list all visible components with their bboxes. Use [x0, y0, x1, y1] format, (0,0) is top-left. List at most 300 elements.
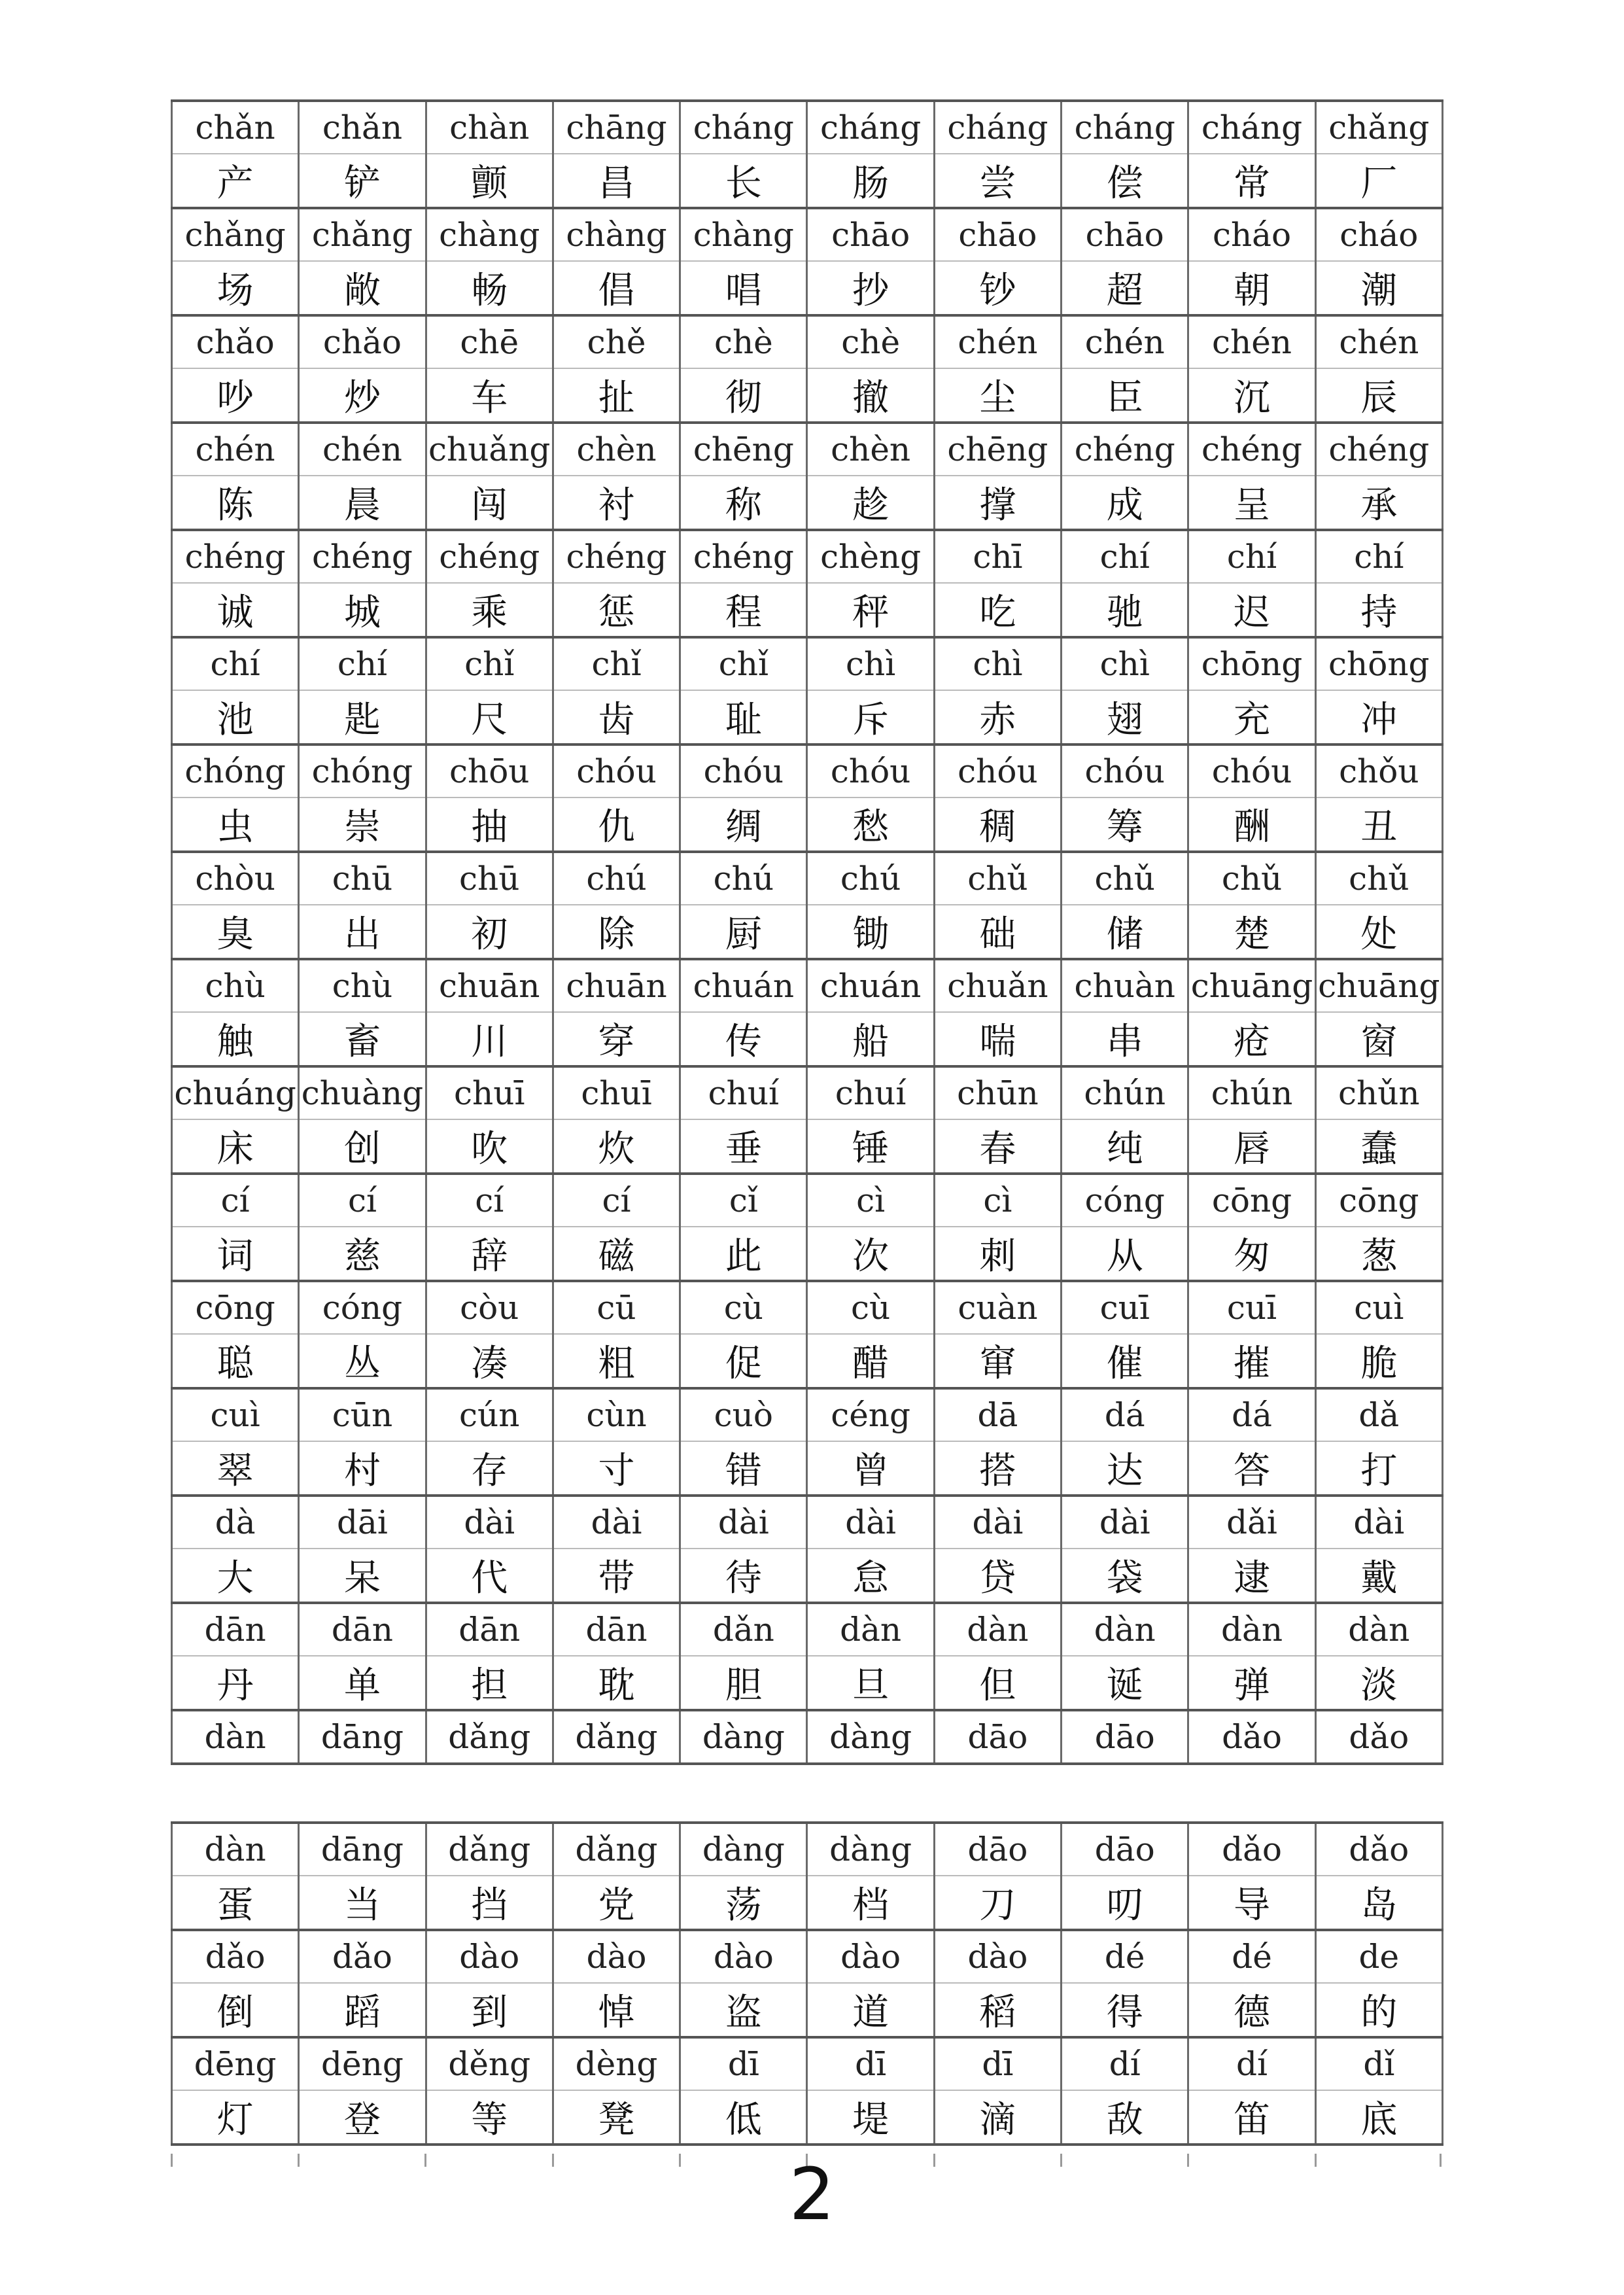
character-cell: 疮 [1188, 1012, 1315, 1066]
character-cell: 绸 [680, 797, 807, 852]
character-cell: 的 [1315, 1983, 1442, 2037]
character-cell: 党 [553, 1876, 680, 1930]
pinyin-cell: dài [680, 1496, 807, 1549]
pinyin-cell: cí [426, 1174, 553, 1227]
pinyin-row [172, 1930, 1443, 1983]
character-cell: 担 [426, 1656, 553, 1710]
pinyin-cell: dǎi [1188, 1496, 1315, 1549]
character-cell: 凳 [553, 2090, 680, 2145]
pinyin-cell: dǎng [426, 1710, 553, 1764]
pinyin-cell: dào [553, 1930, 680, 1983]
pinyin-cell: cùn [553, 1388, 680, 1441]
character-cell: 愁 [807, 797, 934, 852]
character-cell: 抽 [426, 797, 553, 852]
character-cell: 炒 [299, 368, 426, 423]
character-cell: 大 [172, 1549, 299, 1603]
character-row [172, 1227, 1443, 1281]
pinyin-cell: chǔ [934, 852, 1061, 905]
pinyin-row [172, 1603, 1443, 1656]
pinyin-cell: chuán [680, 959, 807, 1012]
character-cell: 窗 [1315, 1012, 1442, 1066]
character-cell: 摧 [1188, 1334, 1315, 1388]
pinyin-cell: dāng [299, 1710, 426, 1764]
pinyin-cell: chù [172, 959, 299, 1012]
pinyin-cell: chāo [807, 208, 934, 261]
character-cell: 底 [1315, 2090, 1442, 2145]
pinyin-cell: chuī [553, 1066, 680, 1119]
pinyin-cell: dēng [299, 2037, 426, 2090]
pinyin-cell: chuān [426, 959, 553, 1012]
pinyin-cell: chí [1188, 530, 1315, 583]
pinyin-cell: dǎo [172, 1930, 299, 1983]
character-cell: 待 [680, 1549, 807, 1603]
character-cell: 答 [1188, 1441, 1315, 1496]
pinyin-cell: chóng [172, 745, 299, 797]
character-cell: 诚 [172, 583, 299, 637]
character-cell: 撑 [934, 476, 1061, 530]
pinyin-cell: chōng [1188, 637, 1315, 690]
pinyin-cell: chǒu [1315, 745, 1442, 797]
character-cell: 础 [934, 905, 1061, 959]
character-row [172, 1119, 1443, 1174]
character-cell: 陈 [172, 476, 299, 530]
character-cell: 齿 [553, 690, 680, 745]
pinyin-cell: cóng [299, 1281, 426, 1334]
character-row [172, 1334, 1443, 1388]
character-cell: 常 [1188, 154, 1315, 208]
pinyin-cell: chén [1188, 315, 1315, 368]
character-cell: 畜 [299, 1012, 426, 1066]
character-row [172, 1983, 1443, 2037]
pinyin-cell: chēng [680, 423, 807, 476]
character-cell: 叨 [1062, 1876, 1188, 1930]
character-cell: 锤 [807, 1119, 934, 1174]
pinyin-cell: dài [934, 1496, 1061, 1549]
character-cell: 贷 [934, 1549, 1061, 1603]
pinyin-cell: chǐ [553, 637, 680, 690]
pinyin-cell: dé [1188, 1930, 1315, 1983]
pinyin-cell: dā [934, 1388, 1061, 1441]
character-cell: 打 [1315, 1441, 1442, 1496]
character-cell: 楚 [1188, 905, 1315, 959]
pinyin-cell: cí [553, 1174, 680, 1227]
character-cell: 稠 [934, 797, 1061, 852]
pinyin-cell: dàng [680, 1710, 807, 1764]
character-cell: 赤 [934, 690, 1061, 745]
pinyin-cell: còu [426, 1281, 553, 1334]
pinyin-cell: chén [934, 315, 1061, 368]
pinyin-cell: chǎn [299, 101, 426, 154]
pinyin-cell: cóng [1062, 1174, 1188, 1227]
character-cell: 弹 [1188, 1656, 1315, 1710]
pinyin-cell: chòu [172, 852, 299, 905]
character-cell: 驰 [1062, 583, 1188, 637]
pinyin-cell: chú [807, 852, 934, 905]
character-row [172, 261, 1443, 315]
pinyin-cell: chún [1188, 1066, 1315, 1119]
character-cell: 厂 [1315, 154, 1442, 208]
pinyin-cell: dǎ [1315, 1388, 1442, 1441]
character-cell: 肠 [807, 154, 934, 208]
character-cell: 达 [1062, 1441, 1188, 1496]
character-cell: 持 [1315, 583, 1442, 637]
pinyin-cell: cuī [1062, 1281, 1188, 1334]
character-cell: 尝 [934, 154, 1061, 208]
character-cell: 带 [553, 1549, 680, 1603]
character-cell: 醋 [807, 1334, 934, 1388]
pinyin-cell: chǔ [1315, 852, 1442, 905]
pinyin-cell: děng [426, 2037, 553, 2090]
pinyin-cell: de [1315, 1930, 1442, 1983]
character-cell: 寸 [553, 1441, 680, 1496]
character-row [172, 1441, 1443, 1496]
character-row [172, 154, 1443, 208]
pinyin-cell: dǎo [1315, 1710, 1442, 1764]
pinyin-cell: chè [680, 315, 807, 368]
character-cell: 当 [299, 1876, 426, 1930]
pinyin-cell: cōng [1188, 1174, 1315, 1227]
pinyin-cell: chì [934, 637, 1061, 690]
character-cell: 床 [172, 1119, 299, 1174]
character-cell: 吹 [426, 1119, 553, 1174]
character-cell: 村 [299, 1441, 426, 1496]
character-cell: 丑 [1315, 797, 1442, 852]
pinyin-row [172, 315, 1443, 368]
character-cell: 存 [426, 1441, 553, 1496]
character-cell: 脆 [1315, 1334, 1442, 1388]
pinyin-cell: cháng [1188, 101, 1315, 154]
character-cell: 淡 [1315, 1656, 1442, 1710]
character-row [172, 476, 1443, 530]
character-cell: 导 [1188, 1876, 1315, 1930]
character-cell: 彻 [680, 368, 807, 423]
pinyin-cell: dí [1062, 2037, 1188, 2090]
pinyin-cell: chì [807, 637, 934, 690]
character-cell: 等 [426, 2090, 553, 2145]
pinyin-cell: dàn [1188, 1603, 1315, 1656]
pinyin-cell: chǔ [1188, 852, 1315, 905]
pinyin-row [172, 1710, 1443, 1764]
pinyin-cell: dàng [807, 1823, 934, 1876]
pinyin-cell: chàng [553, 208, 680, 261]
character-cell: 喘 [934, 1012, 1061, 1066]
pinyin-cell: cūn [299, 1388, 426, 1441]
character-cell: 抄 [807, 261, 934, 315]
character-cell: 粗 [553, 1334, 680, 1388]
pinyin-cell: chàng [426, 208, 553, 261]
character-cell: 锄 [807, 905, 934, 959]
pinyin-cell: chǔ [1062, 852, 1188, 905]
character-cell: 凑 [426, 1334, 553, 1388]
pinyin-cell: cháng [1062, 101, 1188, 154]
character-row [172, 583, 1443, 637]
pinyin-cell: chē [426, 315, 553, 368]
character-cell: 城 [299, 583, 426, 637]
character-cell: 称 [680, 476, 807, 530]
character-cell: 稻 [934, 1983, 1061, 2037]
character-cell: 从 [1062, 1227, 1188, 1281]
pinyin-cell: chí [299, 637, 426, 690]
pinyin-cell: chuǎn [934, 959, 1061, 1012]
pinyin-cell: chuāng [1315, 959, 1442, 1012]
character-cell: 衬 [553, 476, 680, 530]
character-cell: 炊 [553, 1119, 680, 1174]
character-cell: 滴 [934, 2090, 1061, 2145]
pinyin-row [172, 1281, 1443, 1334]
pinyin-cell: chǔn [1315, 1066, 1442, 1119]
character-cell: 呆 [299, 1549, 426, 1603]
character-cell: 朝 [1188, 261, 1315, 315]
pinyin-cell: dǎng [553, 1710, 680, 1764]
character-cell: 辞 [426, 1227, 553, 1281]
character-cell: 晨 [299, 476, 426, 530]
pinyin-cell: dàng [680, 1823, 807, 1876]
pinyin-cell: chū [299, 852, 426, 905]
pinyin-row [172, 959, 1443, 1012]
character-cell: 催 [1062, 1334, 1188, 1388]
character-cell: 聪 [172, 1334, 299, 1388]
pinyin-cell: chōu [426, 745, 553, 797]
pinyin-cell: chì [1062, 637, 1188, 690]
pinyin-cell: chě [553, 315, 680, 368]
pinyin-cell: dān [426, 1603, 553, 1656]
pinyin-cell: cù [807, 1281, 934, 1334]
character-cell: 纯 [1062, 1119, 1188, 1174]
pinyin-cell: dài [426, 1496, 553, 1549]
pinyin-cell: dǎo [1315, 1823, 1442, 1876]
pinyin-cell: dān [553, 1603, 680, 1656]
character-cell: 耽 [553, 1656, 680, 1710]
character-cell: 诞 [1062, 1656, 1188, 1710]
character-cell: 倒 [172, 1983, 299, 2037]
character-cell: 冲 [1315, 690, 1442, 745]
character-row [172, 1656, 1443, 1710]
pinyin-cell: chū [426, 852, 553, 905]
pinyin-cell: dāo [1062, 1710, 1188, 1764]
pinyin-cell: chú [680, 852, 807, 905]
character-cell: 吃 [934, 583, 1061, 637]
pinyin-cell: dá [1062, 1388, 1188, 1441]
character-cell: 戴 [1315, 1549, 1442, 1603]
character-cell: 蹈 [299, 1983, 426, 2037]
pinyin-cell: chóu [807, 745, 934, 797]
pinyin-cell: cuàn [934, 1281, 1061, 1334]
pinyin-cell: dāng [299, 1823, 426, 1876]
pinyin-cell: dà [172, 1496, 299, 1549]
pinyin-cell: dǎo [1188, 1710, 1315, 1764]
character-cell: 程 [680, 583, 807, 637]
character-cell: 出 [299, 905, 426, 959]
character-cell: 得 [1062, 1983, 1188, 2037]
pinyin-cell: chéng [1315, 423, 1442, 476]
vocab-table-2 [171, 1821, 1443, 2146]
pinyin-cell: chuàn [1062, 959, 1188, 1012]
vocab-table-1 [171, 99, 1443, 1765]
pinyin-cell: cōng [1315, 1174, 1442, 1227]
character-cell: 趁 [807, 476, 934, 530]
character-cell: 充 [1188, 690, 1315, 745]
character-cell: 尺 [426, 690, 553, 745]
pinyin-cell: chuǎng [426, 423, 553, 476]
character-cell: 盗 [680, 1983, 807, 2037]
pinyin-cell: chóu [680, 745, 807, 797]
character-cell: 丛 [299, 1334, 426, 1388]
pinyin-cell: chóu [553, 745, 680, 797]
pinyin-cell: cuò [680, 1388, 807, 1441]
pinyin-cell: dǎng [426, 1823, 553, 1876]
pinyin-row [172, 423, 1443, 476]
character-cell: 刺 [934, 1227, 1061, 1281]
pinyin-row [172, 1823, 1443, 1876]
pinyin-cell: dī [934, 2037, 1061, 2090]
character-cell: 唱 [680, 261, 807, 315]
pinyin-cell: céng [807, 1388, 934, 1441]
character-cell: 成 [1062, 476, 1188, 530]
pinyin-cell: chuàng [299, 1066, 426, 1119]
pinyin-cell: cháo [1315, 208, 1442, 261]
pinyin-cell: chǎng [172, 208, 299, 261]
character-cell: 笛 [1188, 2090, 1315, 2145]
character-cell: 次 [807, 1227, 934, 1281]
pinyin-cell: chèn [553, 423, 680, 476]
pinyin-row [172, 1388, 1443, 1441]
pinyin-cell: chén [1062, 315, 1188, 368]
character-cell: 荡 [680, 1876, 807, 1930]
character-cell: 单 [299, 1656, 426, 1710]
pinyin-cell: chuī [426, 1066, 553, 1119]
pinyin-cell: dào [934, 1930, 1061, 1983]
character-cell: 丹 [172, 1656, 299, 1710]
pinyin-cell: chún [1062, 1066, 1188, 1119]
page-number: 2 [789, 2152, 835, 2236]
character-cell: 到 [426, 1983, 553, 2037]
pinyin-cell: dàn [807, 1603, 934, 1656]
character-row [172, 2090, 1443, 2145]
character-cell: 呈 [1188, 476, 1315, 530]
pinyin-cell: dī [680, 2037, 807, 2090]
pinyin-row [172, 530, 1443, 583]
character-cell: 钞 [934, 261, 1061, 315]
character-cell: 匙 [299, 690, 426, 745]
pinyin-cell: cǐ [680, 1174, 807, 1227]
pinyin-cell: cháng [934, 101, 1061, 154]
pinyin-cell: chí [1062, 530, 1188, 583]
pinyin-cell: chǎng [299, 208, 426, 261]
character-cell: 铲 [299, 154, 426, 208]
character-row [172, 690, 1443, 745]
character-cell: 惩 [553, 583, 680, 637]
pinyin-row [172, 745, 1443, 797]
character-cell: 登 [299, 2090, 426, 2145]
pinyin-cell: chuí [680, 1066, 807, 1119]
pinyin-cell: cì [934, 1174, 1061, 1227]
pinyin-cell: cí [299, 1174, 426, 1227]
pinyin-cell: chuán [807, 959, 934, 1012]
pinyin-cell: cū [553, 1281, 680, 1334]
pinyin-cell: dí [1188, 2037, 1315, 2090]
pinyin-cell: chéng [1188, 423, 1315, 476]
pinyin-row [172, 208, 1443, 261]
character-cell: 穿 [553, 1012, 680, 1066]
pinyin-cell: chǐ [426, 637, 553, 690]
pinyin-cell: dèng [553, 2037, 680, 2090]
pinyin-cell: cí [172, 1174, 299, 1227]
pinyin-cell: chǎn [172, 101, 299, 154]
character-cell: 慈 [299, 1227, 426, 1281]
character-cell: 超 [1062, 261, 1188, 315]
pinyin-cell: chóu [1188, 745, 1315, 797]
character-cell: 串 [1062, 1012, 1188, 1066]
pinyin-cell: chāo [1062, 208, 1188, 261]
pinyin-cell: chóng [299, 745, 426, 797]
character-cell: 偿 [1062, 154, 1188, 208]
character-cell: 唇 [1188, 1119, 1315, 1174]
character-cell: 场 [172, 261, 299, 315]
character-row [172, 797, 1443, 852]
pinyin-cell: cù [680, 1281, 807, 1334]
pinyin-cell: dàng [807, 1710, 934, 1764]
character-cell: 翅 [1062, 690, 1188, 745]
pinyin-cell: dài [1315, 1496, 1442, 1549]
character-cell: 乘 [426, 583, 553, 637]
pinyin-cell: dé [1062, 1930, 1188, 1983]
character-cell: 匆 [1188, 1227, 1315, 1281]
pinyin-cell: chéng [299, 530, 426, 583]
pinyin-cell: chéng [553, 530, 680, 583]
character-cell: 袋 [1062, 1549, 1188, 1603]
character-cell: 颤 [426, 154, 553, 208]
character-cell: 迟 [1188, 583, 1315, 637]
pinyin-cell: dàn [172, 1710, 299, 1764]
pinyin-cell: dàn [1315, 1603, 1442, 1656]
pinyin-row [172, 1174, 1443, 1227]
pinyin-cell: cún [426, 1388, 553, 1441]
pinyin-cell: dǎn [680, 1603, 807, 1656]
character-cell: 词 [172, 1227, 299, 1281]
pinyin-cell: dān [172, 1603, 299, 1656]
pinyin-cell: chuáng [172, 1066, 299, 1119]
character-row [172, 368, 1443, 423]
pinyin-row [172, 637, 1443, 690]
character-cell: 闯 [426, 476, 553, 530]
character-cell: 但 [934, 1656, 1061, 1710]
pinyin-row [172, 1496, 1443, 1549]
pinyin-cell: chǎng [1315, 101, 1442, 154]
character-cell: 畅 [426, 261, 553, 315]
pinyin-cell: dá [1188, 1388, 1315, 1441]
character-cell: 代 [426, 1549, 553, 1603]
pinyin-cell: chūn [934, 1066, 1061, 1119]
character-row [172, 1876, 1443, 1930]
character-cell: 敞 [299, 261, 426, 315]
character-cell: 除 [553, 905, 680, 959]
character-cell: 辰 [1315, 368, 1442, 423]
character-cell: 垂 [680, 1119, 807, 1174]
character-cell: 搭 [934, 1441, 1061, 1496]
character-cell: 此 [680, 1227, 807, 1281]
character-cell: 窜 [934, 1334, 1061, 1388]
pinyin-cell: dài [1062, 1496, 1188, 1549]
character-cell: 昌 [553, 154, 680, 208]
pinyin-cell: chè [807, 315, 934, 368]
pinyin-cell: chuān [553, 959, 680, 1012]
pinyin-cell: chāo [934, 208, 1061, 261]
character-cell: 秤 [807, 583, 934, 637]
pinyin-cell: dān [299, 1603, 426, 1656]
pinyin-cell: dāo [934, 1823, 1061, 1876]
pinyin-cell: cháo [1188, 208, 1315, 261]
pinyin-cell: chén [1315, 315, 1442, 368]
